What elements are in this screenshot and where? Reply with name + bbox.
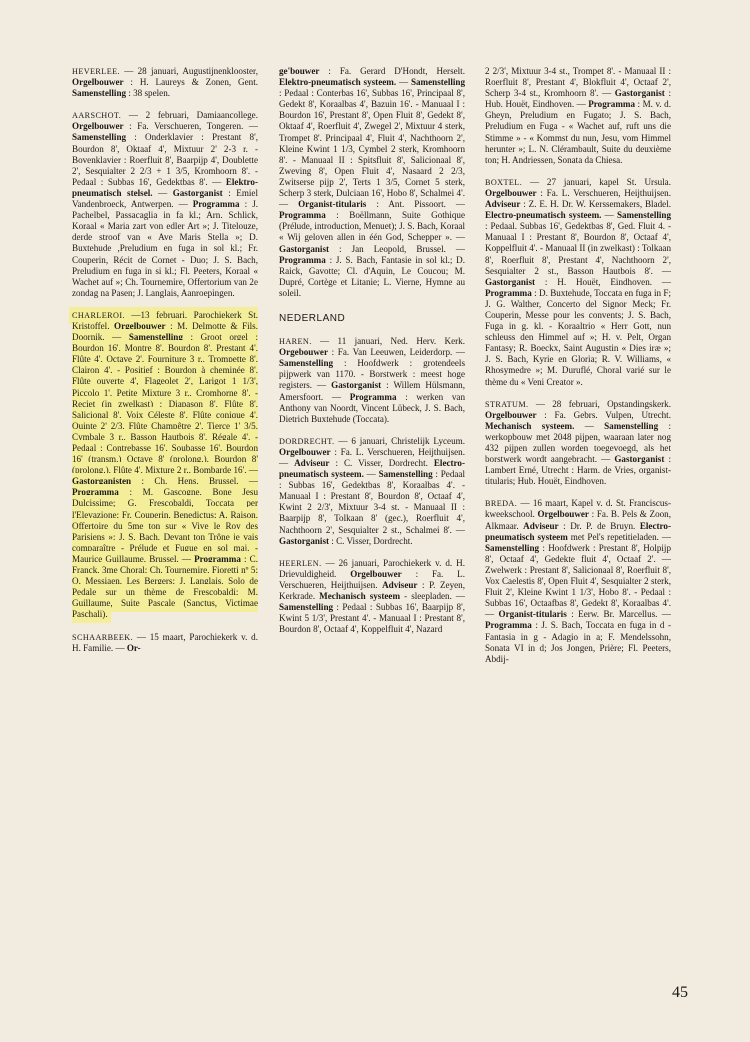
entry-text: : C. Franck, 3me Choral; Ch. Tournemire, Fioretti nº 5; O. Messiaen, Les Bergers; J. Langlais, Solo de Pedale sur un thème de Frescobaldi; M. Guillaume, Suite Pascale (Sanctus, Victimae Paschali). xyxy=(72,553,258,620)
entry-text: : Boëllmann, Suite Gothique (Prélude, introduction, Menuet); J. S. Bach, Koraal « Wij geloven allen in één God, Schepper ». — xyxy=(279,210,465,243)
field-label: Gastorganist xyxy=(279,535,330,546)
field-label: Samenstelling xyxy=(378,469,433,480)
field-label: Programma xyxy=(588,99,636,110)
field-label: Organist-titularis xyxy=(498,609,567,620)
field-label: Samenstelling xyxy=(616,210,671,221)
field-label: Orgelbouwer xyxy=(72,121,124,132)
field-label: Orgelbouwer xyxy=(72,77,124,88)
entry-text: : J. S. Bach, Toccata en fuga in d - Fantasia in g - Adagio in a; F. Mendelssohn, Sonata VI in d; Jos Jongen, Prière; Fl. Peeters, Abdij- xyxy=(485,620,671,664)
entry-text: : Fa. Verschueren, Tongeren. — xyxy=(123,121,258,132)
field-label: Samenstelling xyxy=(485,542,540,553)
field-label: Or- xyxy=(126,642,141,653)
field-label: Samenstelling xyxy=(72,88,127,99)
entry-text: : Pedaal. Subbas 16', Gedektbas 8', Ged. Fluit 4. - Manuaal I : Prestant 8', Bourdon 8', Octaaf 4', Koppelfluit 4'. - Manuaal II (in zwelkast) : Tolkaan 8', Roerfluit 8', Prestant 4', Nachthoorn 2', Sesquialter 2 st., Basson Hautbois 8'. — xyxy=(485,221,671,276)
entry-text: — 27 januari, kapel St. Ursula. xyxy=(522,176,671,187)
field-label: Organist-titularis xyxy=(298,199,367,210)
field-label: Orgelbouwer xyxy=(485,187,537,198)
entry-text: : Onderklavier : Prestant 8', Bourdon 8', Oktaaf 4', Mixtuur 2' 2-3 r. - Bovenklavier : Roerfluit 8', Baarpijp 4', Doublette 2', Sesquialter 2 2/3 + 1 3/5, Kromhoorn 8'. - Pedaal : Subbas 16', Gedektbas 8'. — xyxy=(72,132,258,187)
field-label: Orgelbouwer xyxy=(279,446,331,457)
entry-text: : Fa. Van Leeuwen, Leiderdorp. — xyxy=(328,347,465,358)
entry-text: : Jan Leopold, Brussel. — xyxy=(329,243,465,254)
field-label: ge'bouwer xyxy=(279,66,320,76)
report-entry xyxy=(72,310,258,621)
report-entry xyxy=(72,66,258,99)
field-label: Samenstelling xyxy=(128,332,183,343)
field-label: Samenstelling xyxy=(410,77,466,88)
entry-text: : J. S. Bach, Fantasie in sol kl.; D. Raick, Gavotte; Cl. d'Aquin, Le Coucou; M. Dupré, Cortège et Litanie; L. Vierne, Hymne au soleil. xyxy=(279,254,465,298)
field-label: Elektro-pneumatisch stelsel. xyxy=(72,176,258,198)
report-entry xyxy=(72,110,258,299)
field-label: Electro-pneumatisch systeem xyxy=(485,520,671,542)
entry-text: : M. v. d. Gheyn, Preludium en Fugato; J. S. Bach, Preludium en Fuga - « Wachet auf, ruft uns die Stimme » - « Kommst du nun, Jesu, vom Himmel herunter »; L. N. Clérambault, Suite du deuxième ton; H. Andriessen, Sonata da Chiesa. xyxy=(485,99,672,165)
entry-text: 2 2/3', Mixtuur 3-4 st., Trompet 8'. - Manuaal II : Roerfluit 8', Prestant 4', Blokfluit 4', Octaaf 2', Scherp 3-4 st., Kromhoorn 8'. — xyxy=(485,66,671,99)
entry-place-name: HEERLEN. xyxy=(279,558,322,568)
entry-text: : Ant. Pissoort. — xyxy=(366,199,465,210)
field-label: Programma xyxy=(192,199,240,210)
entry-text: — 15 maart, Parochiekerk v. d. H. Familie. — xyxy=(72,631,258,653)
report-entry xyxy=(279,436,465,547)
section-heading: NEDERLAND xyxy=(279,312,346,324)
field-label: Programma xyxy=(72,487,119,498)
entry-text: — 6 januari, Christelijk Lyceum. xyxy=(334,435,465,446)
entry-text: : Pedaal : Subbas 16', Gedektbas 8', Koraalbas 4'. - Manuaal I : Prestant 8', Bourdon 8', Octaaf 4', Kwint 2 2/3', Mixtuur 3-4 st. - Manuaal II : Baarpijp 8', Tolkaan 8' (gec.), Roerfluit 4', Nachthoorn 2', Sesquialter 2 st., Schalmei 8'. — xyxy=(279,469,465,535)
field-label: Gastorganist xyxy=(614,454,665,465)
field-label: Samenstelling xyxy=(72,132,127,143)
field-label: Adviseur xyxy=(485,199,521,210)
field-label: Samenstelling xyxy=(604,420,659,431)
entry-place-name: DORDRECHT. xyxy=(279,436,335,446)
highlighted-passage xyxy=(69,307,258,624)
entry-text: : C. Visser, Dordrecht. xyxy=(329,535,413,546)
entry-place-name: BOXTEL. xyxy=(485,177,523,187)
field-label: Electro-pneumatisch systeem. xyxy=(279,458,465,480)
field-label: Orgelbouwer xyxy=(485,409,537,420)
entry-text: : Fa. Gerard D'Hondt, Herselt. xyxy=(319,66,465,76)
entry-text: : Lambert Erné, Utrecht : Harm. de Vries, organist-titularis; Hub. Houët, Eindhoven. xyxy=(485,454,671,487)
entry-text: : Fa. L. Verschueren, Heijthuijsen. — xyxy=(279,446,465,468)
text-column-3 xyxy=(485,66,671,676)
entry-text: : M. Delmotte & Fils, Doornik. — xyxy=(72,320,258,343)
entry-text: : Eerw. Br. Marcellus. — xyxy=(566,609,671,620)
field-label: Programma xyxy=(194,553,241,564)
entry-text: : Emiel Vandenbroeck, Antwerpen. — xyxy=(72,187,258,210)
entry-text: — xyxy=(396,77,411,88)
report-entry xyxy=(485,399,671,488)
entry-text: : Fa. Gebrs. Vulpen, Utrecht. xyxy=(536,409,671,420)
entry-place-name: STRATUM. xyxy=(485,399,529,409)
entry-text: : Ch. Hens, Brussel. — xyxy=(131,476,258,487)
entry-text: - sleepladen. — xyxy=(400,591,466,602)
field-label: Adviseur xyxy=(382,579,418,590)
entry-text: : Hoofdwerk : grotendeels pijpwerk van 1170. - Borstwerk : meest hoge registers. — xyxy=(279,358,465,391)
report-entry xyxy=(279,66,465,299)
field-label: Gastorganist xyxy=(614,88,665,99)
entry-text: : J. Pachelbel, Passacaglia in fa kl.; Arn. Schlick, Koraal « Maria zart von edler Art »; J. Titelouze, derde stroof van « Ave Maris Stella »; D. Buxtehude ,Preludium en fuga in sol kl.; Fr. Couperin, Récit de Cornet - Duo; J. S. Bach, Preludium en fuga in si kl.; Fl. Peeters, Koraal « Wachet auf »; Ch. Tournemire, Offertorium van 2e zondag na Pasen; J. Langlais, Aanroepingen. xyxy=(72,199,259,298)
entry-text: : Hoofdwerk : Prestant 8', Holpijp 8', Octaaf 4', Gedekte fluit 4', Octaaf 2'. — Zwelwerk : Prestant 8', Salicionaal 8', Roerfluit 8', Vox Caelestis 8', Open Fluit 4', Sesquialter 2 sterk, Fluit 2', Kleine Kwint 1 1/3', Hobo 8'. - Pedaal : Subbas 16', Octaafbas 8', Gedekt 8', Koraalbas 4'. — xyxy=(485,542,671,620)
field-label: Gastorganisten xyxy=(72,476,132,487)
field-label: Electro-pneumatisch systeem. xyxy=(485,210,602,221)
entry-text: : H. Laureys & Zonen, Gent. xyxy=(123,77,258,88)
entry-text: : Pedaal : Conterbas 16', Subbas 16', Principaal 8', Gedekt 8', Koraalbas 4', Bazuin 16'. - Manuaal I : Bourdon 16', Prestant 8', Open Fluit 8', Gedekt 8', Oktaaf 4', Roerfluit 4', Zwegel 2', Mixtuur 4 sterk, Trompet 8'. Principaal 4', Fluit 4', Nachthoorn 2', Kleine Kwint 1 1/3, Cymbel 2 sterk, Kromhoorn 8'. - Manuaal II : Spitsfluit 8', Salicionaal 8', Zweving 8', Open Fluit 4', Nasaard 2 2/3, Zwitserse pijp 2', Terts 1 3/5, Cornet 5 sterk, Scherp 3 sterk, Dulciaan 16', Hobo 8', Schalmei 4'. — xyxy=(279,88,465,210)
field-label: Adviseur xyxy=(294,458,330,468)
entry-text: : Fa. L. Verschueren, Heijthuijsen. xyxy=(279,568,465,590)
entry-text: : D. Buxtehude, Toccata en fuga in F; J. G. Walther, Concerto del Signor Meck; Fr. Couperin, Messe pour les convents; J. S. Bach, Fuga in g. kl. - Koraaltrio « Herr Gott, nun schleuss den Himmel auf »; H. v. Pelt, Organ Fantasy; R. Boeckx, Saint Augustin « Dies iræ »; J. S. Bach, Kyrie en Gloria; R. V. Williams, « Rhosymedre »; M. Duruflé, Choral varié sur le thème du « Veni Creator ». xyxy=(485,287,671,387)
field-label: Mechanisch systeem. xyxy=(485,420,575,431)
entry-text: : Fa. B. Pels & Zoon, Alkmaar. xyxy=(485,509,671,531)
entry-text: met Pel's repetitieladen. — xyxy=(567,531,671,542)
field-label: Adviseur xyxy=(523,520,559,531)
entry-text: : P. Zeyen, Kerkrade. xyxy=(279,579,465,602)
field-label: Orgelbouwer xyxy=(537,509,589,520)
report-entry xyxy=(485,177,671,388)
entry-text: : Groot orgel : Bourdon 16', Montre 8', Bourdon 8', Prestant 4', Flûte 4', Octave 2', Fourniture 3 r., Trompette 8', Clairon 4'. - Positief : Bourdon à cheminée 8', Flûte ouverte 4', Flageolet 2', Larigot 1 1/3', Piccolo 1', Petite Mixture 3 r., Cromhorne 8'. - Reciet (in zwelkast) : Diapason 8', Flûte 8', Salicional 8', Voix Céleste 8', Flûte conique 4', Quinte 2' 2/3, Flûte Champêtre 2', Tierce 1' 3/5, Cymbale 3 r., Basson Hautbois 8', Régale 4'. - Pedaal : Contrebasse 16', Soubasse 16', Bourdon 16' (transm.) Octave 8' (prolong.), Bourdon 8' (prolong.), Flûte 4', Mixture 2 r., Bombarde 16'. — xyxy=(72,332,258,476)
entry-place-name: AARSCHOT. xyxy=(72,111,122,121)
field-label: Programma xyxy=(279,254,326,265)
page-number: 45 xyxy=(672,984,688,1001)
entry-place-name: SCHAARBEEK. xyxy=(72,632,134,642)
entry-text: : werkopbouw met 2048 pijpen, waaraan later nog 432 pijpen zullen worden toegevoegd, als het borstwerk wordt aangebracht. — xyxy=(485,420,671,465)
entry-text: — xyxy=(574,420,605,431)
text-column-2 xyxy=(279,66,465,646)
entry-text: : M. Gascogne, Bone Jesu Dulcissime; G. Frescobaldi, Toccata per l'Elevazione; Fr. Couperin, Benedictus; A. Raison, Offertoire du 5me ton sur « Vive le Roy des Parisiens »; J. S. Bach, Devant ton Trône je vais comparaître - Prélude et Fugue en sol maj. - Maurice Guillaume, Brussel. — xyxy=(72,487,258,564)
field-label: Orgelbouwer xyxy=(114,320,166,331)
entry-text: : Dr. P. de Bruyn. xyxy=(558,520,640,531)
entry-text: : werken van Anthony van Noordt, Vincent Lübeck, J. S. Bach, Dietrich Buxtehude (Toccata). xyxy=(279,391,465,424)
field-label: Samenstelling xyxy=(279,358,334,369)
report-entry xyxy=(485,66,671,166)
report-entry xyxy=(279,336,465,425)
entry-text: — 2 februari, Damiaancollege. xyxy=(121,110,258,121)
entry-text: — 16 maart, Kapel v. d. St. Franciscus-kweekschool. xyxy=(485,498,671,520)
field-label: Gastorganist xyxy=(279,243,330,254)
entry-text: — 11 januari, Ned. Herv. Kerk. xyxy=(311,336,465,347)
entry-text: : Willem Hülsmann, Amersfoort. — xyxy=(279,380,465,402)
entry-text: — 28 januari, Augustijnenklooster, xyxy=(119,66,258,76)
report-entry xyxy=(72,632,258,654)
field-label: Orgelbouwer xyxy=(350,568,402,579)
field-label: Samenstelling xyxy=(279,602,334,613)
report-entry xyxy=(279,558,465,636)
entry-text: — xyxy=(152,187,173,198)
field-label: Gastorganist xyxy=(485,276,536,287)
field-label: Elektro-pneumatisch systeem. xyxy=(279,77,397,88)
entry-place-name: HEVERLEE. xyxy=(72,67,120,76)
entry-text: : 38 spelen. xyxy=(126,88,171,99)
entry-text: — xyxy=(601,210,617,221)
report-entry xyxy=(485,498,671,664)
text-column-1 xyxy=(72,66,258,665)
entry-place-name: BREDA. xyxy=(485,499,518,509)
field-label: Gastorganist xyxy=(331,380,382,391)
entry-text: : Z. E. H. Dr. W. Kerssemakers, Bladel. xyxy=(520,199,671,210)
field-label: Programma xyxy=(279,210,326,221)
field-label: Programma xyxy=(485,287,532,298)
entry-text: — 28 februari, Opstandingskerk. xyxy=(528,398,671,409)
field-label: Programma xyxy=(485,620,532,631)
field-label: Orgebouwer xyxy=(279,347,328,358)
entry-text: : H. Houët, Eindhoven. — xyxy=(535,276,671,287)
entry-text: : Fa. L. Verschueren, Heijthuijsen. xyxy=(536,187,671,198)
field-label: Mechanisch systeem xyxy=(319,591,401,602)
entry-text: : Hub. Houët, Eindhoven. — xyxy=(485,88,671,110)
entry-text: : Pedaal : Subbas 16', Baarpijp 8', Kwint 5 1/3', Prestant 4'. - Manuaal I : Prestant 8', Bourdon 8', Octaaf 4', Koppelfluit 4', Nazard xyxy=(279,602,465,635)
field-label: Gastorganist xyxy=(172,187,223,198)
entry-text: — 26 januari, Parochiekerk v. d. H. Drievuldigheid. xyxy=(279,557,465,579)
entry-text: —13 februari, Parochiekerk St. Kristoffel. xyxy=(72,309,258,331)
entry-text: : C. Visser, Dordrecht. xyxy=(329,458,434,468)
entry-place-name: CHARLEROI. xyxy=(72,310,125,320)
field-label: Programma xyxy=(349,391,397,402)
entry-text: — xyxy=(363,469,379,480)
entry-place-name: HAREN. xyxy=(279,337,312,347)
